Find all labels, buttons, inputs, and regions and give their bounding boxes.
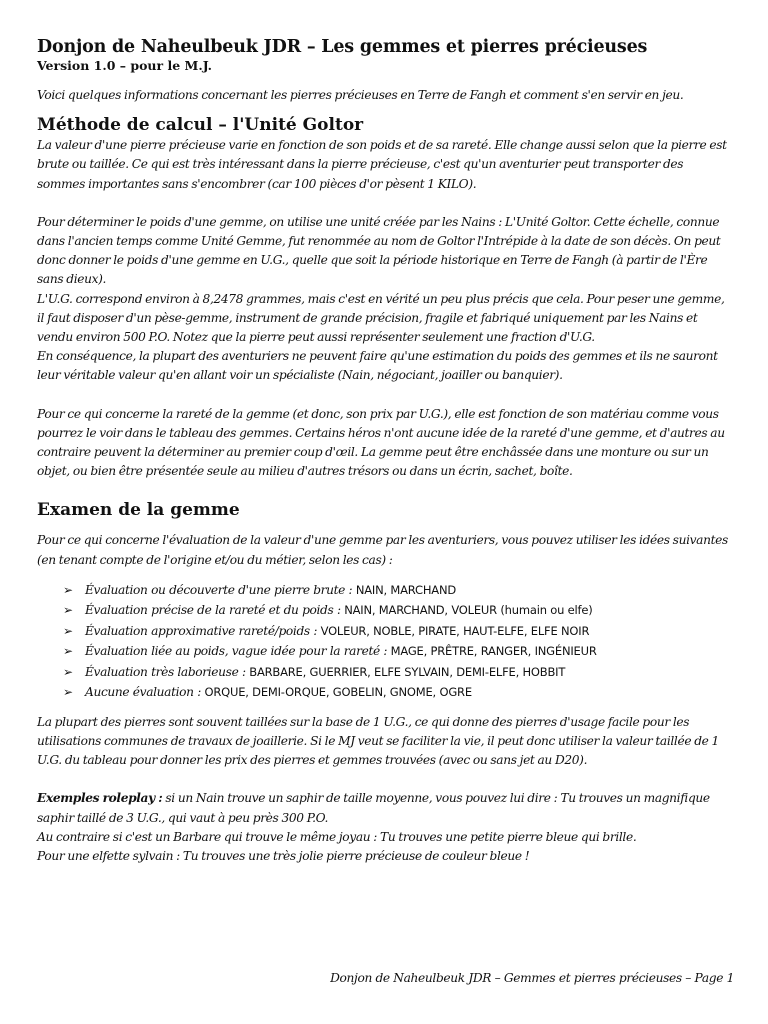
examples-label: Exemples roleplay : — [37, 791, 163, 806]
list-item: ➢ Évaluation approximative rareté/poids : VOLEUR, NOBLE, PIRATE, HAUT-ELFE, ELFE NOIR — [85, 621, 734, 642]
examen-paragraph-after: La plupart des pierres sont souvent taillées sur la base de 1 U.G., ce qui donne des pierres d'usage facile pour les utilisations communes de travaux de joaillerie. Si le MJ veut se faciliter la vie, il peut donc utiliser la valeur taillée de 1 U.G. du tableau pour donner les prix des pierres et gemmes trouvées (avec ou sans jet au D20). — [37, 714, 719, 768]
arrow-bullet-icon: ➢ — [63, 644, 73, 659]
calcul-paragraph-4 — [37, 347, 734, 385]
list-item: ➢ Évaluation liée au poids, vague idée pour la rareté : MAGE, PRÊTRE, RANGER, INGÉNIEUR — [85, 641, 734, 662]
calcul-paragraph-2: Pour déterminer le poids d'une gemme, on utilise une unité créée par les Nains : L'Unité Goltor. Cette échelle, connue dans l'ancien temps comme Unité Gemme, fut renommée au nom de Goltor l'Intrépide à la date de son décès. On peut donc donner le poids d'une gemme en U.G., quelle que soit la période historique en Terre de Fangh (à partir de l'Ère sans dieux). — [37, 214, 721, 287]
list-item: ➢ Évaluation très laborieuse : BARBARE, GUERRIER, ELFE SYLVAIN, DEMI-ELFE, HOBBIT — [85, 662, 734, 683]
calcul-paragraph-3: L'U.G. correspond environ à 8,2478 grammes, mais c'est en vérité un peu plus précis que cela. Pour peser une gemme, il faut disposer d'un pèse-gemme, instrument de grande précision, fragile et fabriqué uniquement par les Nains et vendu environ 500 P.O. Notez que la pierre peut aussi représenter seulement une fraction d'U.G. — [37, 291, 725, 345]
arrow-bullet-icon: ➢ — [63, 603, 73, 618]
page-footer: Donjon de Naheulbeuk JDR – Gemmes et pierres précieuses – Page 1 — [330, 971, 734, 985]
examples-paragraph — [37, 789, 734, 827]
list-item: ➢ Aucune évaluation : ORQUE, DEMI-ORQUE, GOBELIN, GNOME, OGRE — [85, 682, 734, 703]
evaluation-list — [37, 580, 734, 703]
examples-text-1: si un Nain trouve un saphir de taille moyenne, vous pouvez lui dire : Tu trouves un magnifique saphir taillé de 3 U.G., qui vaut à peu près 300 P.O. — [37, 791, 710, 825]
calcul-p4-end: et ils ne sauront leur véritable valeur qu'en allant voir un spécialiste (Nain, négociant, joailler ou banquier). — [37, 349, 718, 383]
calcul-paragraph-5: Pour ce qui concerne la rareté de la gemme (et donc, son prix par U.G.), elle est fonction de son matériau comme vous pourrez le voir dans le tableau des gemmes. Certains héros n'ont aucune idée de la rareté d'une gemme, et d'autres au contraire peuvent la déterminer au premier coup d'œil. La gemme peut être enchâssée dans une monture ou sur un objet, ou bien être présentée seule au milieu d'autres trésors ou dans un écrin, sachet, boîte. — [37, 406, 725, 479]
list-item: ➢ Évaluation précise de la rareté et du poids : NAIN, MARCHAND, VOLEUR (humain ou elfe) — [85, 600, 734, 621]
arrow-bullet-icon: ➢ — [63, 623, 73, 638]
examples-text-2: Au contraire si c'est un Barbare qui trouve le même joyau : Tu trouves une petite pierre bleue qui brille. — [37, 829, 637, 844]
document-title: Donjon de Naheulbeuk JDR – Les gemmes et pierres précieuses — [37, 37, 648, 57]
examen-intro: Pour ce qui concerne l'évaluation de la valeur d'une gemme par les aventuriers, vous pouvez utiliser les idées suivantes (en tenant compte de l'origine et/ou du métier, selon les cas) : — [37, 533, 728, 567]
examples-text-3: Pour une elfette sylvain : Tu trouves une très jolie pierre précieuse de couleur bleue ! — [37, 849, 530, 864]
list-item: ➢ Évaluation ou découverte d'une pierre brute : NAIN, MARCHAND — [85, 580, 734, 601]
calcul-p4-start: En conséquence, — [37, 349, 139, 364]
arrow-bullet-icon: ➢ — [63, 582, 73, 597]
section-heading-calcul: Méthode de calcul – l'Unité Goltor — [37, 115, 364, 136]
arrow-bullet-icon: ➢ — [63, 685, 73, 700]
intro-paragraph: Voici quelques informations concernant les pierres précieuses en Terre de Fangh et comment s'en servir en jeu. — [37, 88, 684, 102]
calcul-paragraph-1: La valeur d'une pierre précieuse varie en fonction de son poids et de sa rareté. Elle change aussi selon que la pierre est brute ou taillée. Ce qui est très intéressant dans la pierre précieuse, c'est qu'un aventurier peut transporter des sommes importantes sans s'encombrer (car 100 pièces d'or pèsent 1 KILO). — [37, 138, 727, 191]
document-version: Version 1.0 – pour le M.J. — [37, 58, 212, 73]
calcul-p4-emphasis: la plupart des aventuriers ne peuvent faire qu'une estimation du poids des gemmes — [139, 349, 622, 364]
section-heading-examen: Examen de la gemme — [37, 500, 240, 521]
arrow-bullet-icon: ➢ — [63, 664, 73, 679]
